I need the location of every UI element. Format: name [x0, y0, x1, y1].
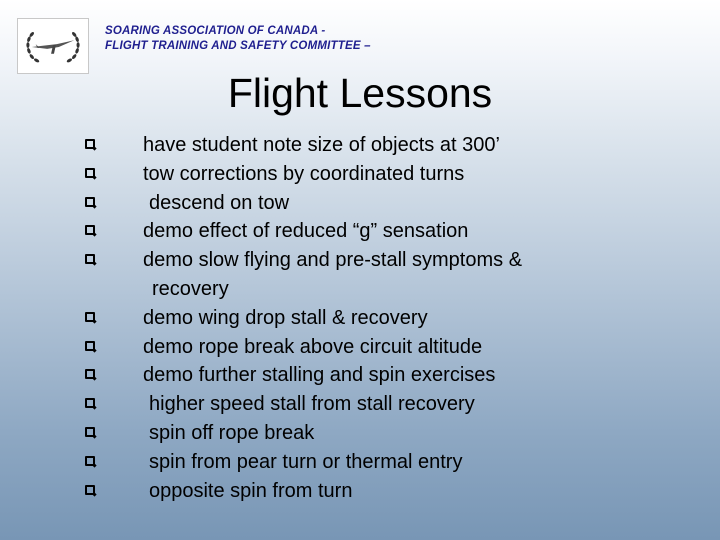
lesson-list: [85, 131, 705, 505]
list-item: [85, 390, 705, 419]
slide-title: Flight Lessons: [227, 70, 493, 116]
list-item-label: have student note size of objects at 300’: [143, 134, 500, 156]
list-item: [85, 160, 705, 189]
list-item: [85, 304, 705, 333]
list-item: [85, 448, 705, 477]
list-item-label: tow corrections by coordinated turns: [143, 162, 465, 185]
list-item: [85, 333, 705, 362]
checkbox-bullet-icon: [85, 341, 95, 351]
list-item-label: spin off rope break: [149, 421, 315, 444]
organization-header: [105, 24, 371, 54]
checkbox-bullet-icon: [85, 398, 95, 408]
list-item-label: demo further stalling and spin exercises: [143, 364, 496, 387]
checkbox-bullet-icon: [85, 485, 95, 495]
list-item: [85, 361, 705, 390]
list-item: [85, 477, 705, 506]
header-line-2: FLIGHT TRAINING AND SAFETY COMMITTEE –: [105, 40, 371, 52]
checkbox-bullet-icon: [85, 427, 95, 437]
list-item: [85, 419, 705, 448]
checkbox-bullet-icon: [85, 139, 95, 149]
list-item: [85, 189, 705, 218]
checkbox-bullet-icon: [85, 369, 95, 379]
checkbox-bullet-icon: [85, 456, 95, 466]
list-item-label: recovery: [152, 277, 229, 300]
list-item-label: demo effect of reduced “g” sensation: [143, 220, 469, 243]
list-item-label: demo wing drop stall & recovery: [143, 306, 428, 329]
list-item-label: demo slow flying and pre-stall symptoms &: [143, 249, 523, 272]
checkbox-bullet-icon: [85, 225, 95, 235]
header-line-1: SOARING ASSOCIATION OF CANADA -: [105, 25, 326, 37]
list-item-label: spin from pear turn or thermal entry: [149, 450, 463, 473]
list-item: [85, 246, 705, 275]
list-item: [85, 131, 705, 160]
winged-glider-emblem-icon: [18, 19, 88, 73]
checkbox-bullet-icon: [85, 254, 95, 264]
list-item-label: higher speed stall from stall recovery: [149, 393, 475, 416]
checkbox-bullet-icon: [85, 312, 95, 322]
association-logo: [17, 18, 89, 74]
checkbox-bullet-icon: [85, 168, 95, 178]
list-item: [85, 217, 705, 246]
checkbox-bullet-icon: [85, 197, 95, 207]
list-item-label: opposite spin from turn: [149, 479, 353, 502]
list-item-label: demo rope break above circuit altitude: [143, 335, 483, 358]
list-item-label: descend on tow: [149, 191, 290, 214]
list-item-continuation: [85, 275, 705, 304]
